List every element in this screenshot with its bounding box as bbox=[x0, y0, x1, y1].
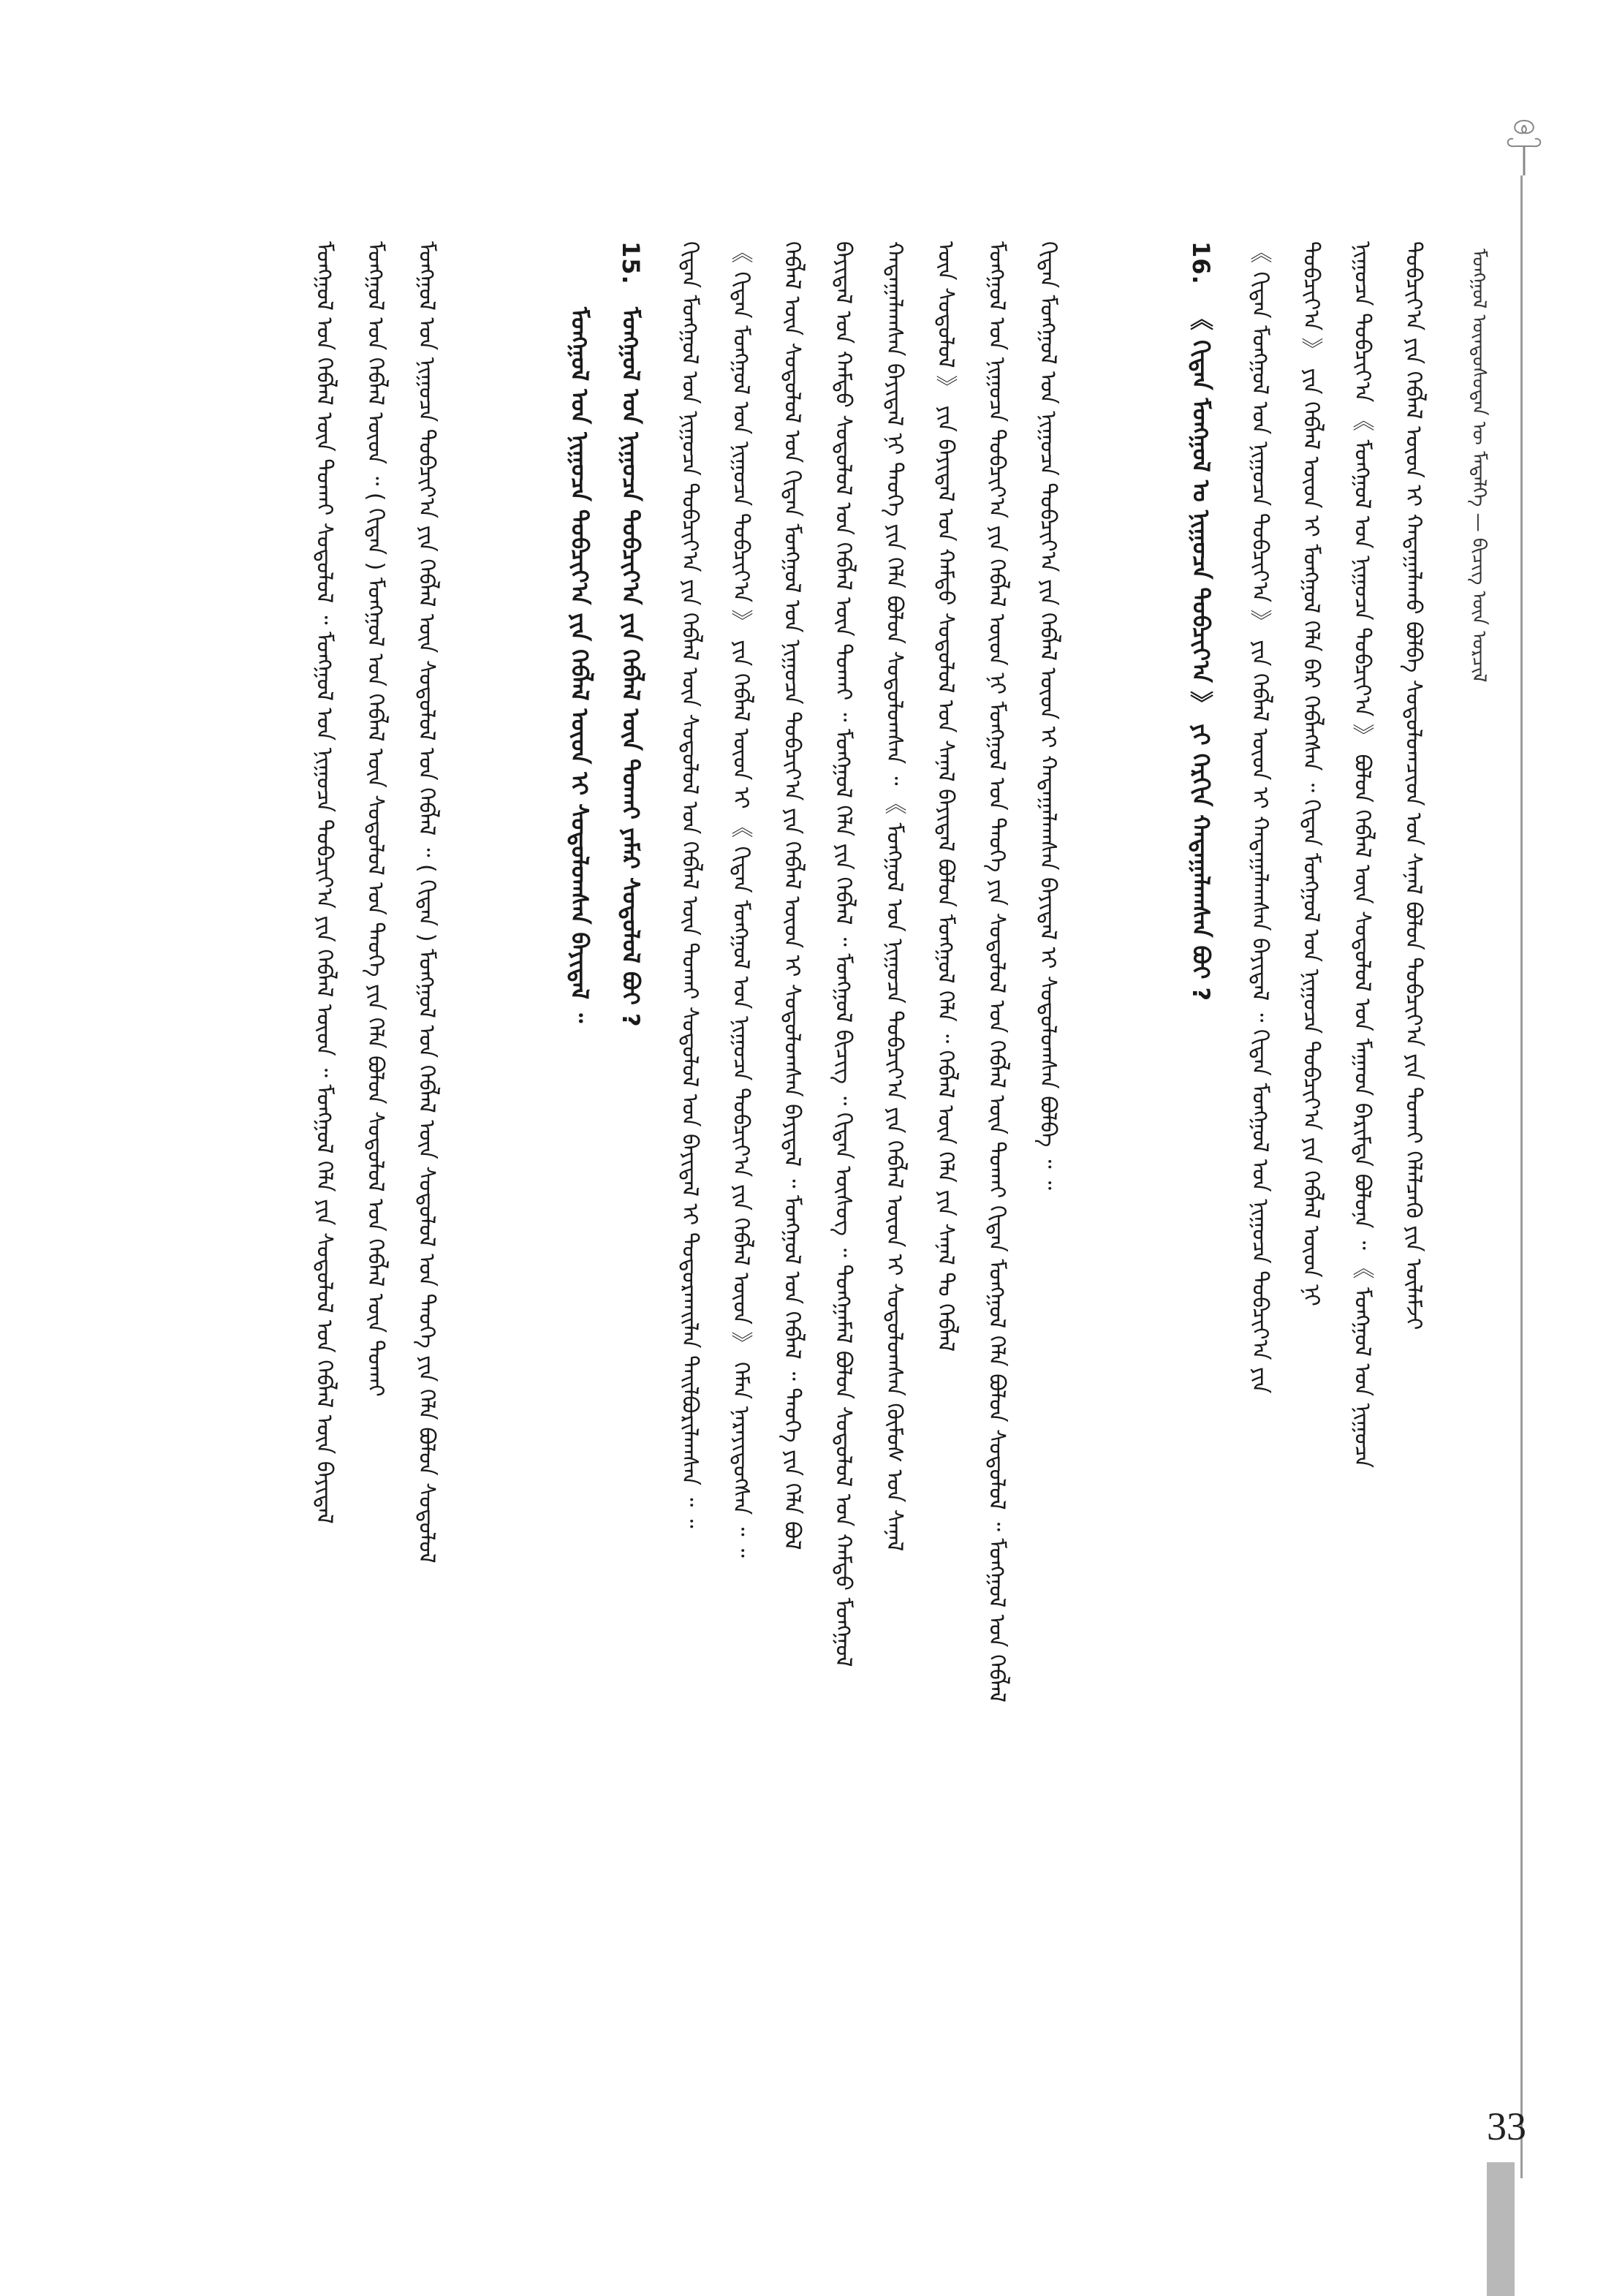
section-heading: ᠮᠣᠩᠭᠣᠯ ᠤᠨ ᠨᠢᠭᠤᠴᠠ ᠲᠣᠪᠴᠢᠶ᠎ᠠ ᠶᠢᠨ ᠬᠡᠪᠯᠡᠯ ᠦᠨ ᠲᠤᠬᠠᠢ ᠶᠠᠮᠠᠷ ᠰᠤᠳᠤᠯᠤᠯ ᠪᠤᠢ ? bbox=[617, 307, 645, 1027]
text-line: ᠲᠣᠪᠴᠢᠶ᠎ᠠ 》 ᠶᠢᠨ ᠬᠡᠪᠯᠡᠯ ᠦᠳ ᠢ ᠮᠣᠩᠭᠣᠯ ᠬᠡᠯᠡ ᠪᠡᠷ ᠬᠡᠪᠯᠡᠭᠰᠡᠨ ᠃ ᠬᠢᠳᠠᠨ ᠮᠣᠩᠭᠣᠯ ᠤᠨ ᠨᠢᠭᠤᠴᠠ ᠲᠣᠪᠴᠢᠶ᠎ᠠ ᠶᠢᠨ ᠬᠡᠪᠯᠡᠯ ᠦᠳ ᠨᠢ bbox=[1298, 241, 1324, 1306]
ornament-icon bbox=[1499, 117, 1550, 178]
heading-number: 16. bbox=[1187, 241, 1215, 285]
running-head: ᠮᠣᠩᠭᠣᠯ ᠦᠨᠳᠦᠰᠦᠲᠡᠨ ᠦ ᠮᠡᠳᠡᠯᠭᠡ — ᠪᠢᠴᠢᠭ᠌ ᠦᠨ ᠣᠷᠴᠢᠯ bbox=[1468, 249, 1490, 683]
text-line: ᠬᠠᠳᠠᠭᠠᠯᠠᠭᠰᠠᠨ ᠪᠠᠶᠢᠳᠠᠯ ᠨᠢ ᠲᠡᠦᠬᠡ ᠶᠢᠨ ᠬᠡᠯᠡ ᠪᠣᠯᠤᠨ ᠰᠤᠳᠤᠯᠤᠭᠰᠠᠨ ᠃ 《 ᠮᠣᠩᠭᠣᠯ ᠤᠨ ᠨᠢᠭᠤᠴᠠ ᠲᠣᠪᠴᠢᠶ᠎ᠠ ᠶᠢᠨ ᠬᠡᠪᠯᠡᠯ ᠦᠳ ᠢ ᠰᠤᠳᠤᠯᠤᠭᠰᠠᠨ ᠬᠦᠮᠦᠰ ᠤᠨ ᠰᠠᠨᠠᠯ bbox=[882, 241, 907, 1552]
section-heading-cont: ᠮᠣᠩᠭᠣᠯ ᠤᠨ ᠨᠢᠭᠤᠴᠠ ᠲᠣᠪᠴᠢᠶ᠎ᠠ ᠶᠢᠨ ᠬᠡᠪᠯᠡᠯ ᠦᠳ ᠢ ᠰᠤᠳᠤᠯᠤᠭᠰᠠᠨ ᠪᠠᠶᠢᠳᠠᠯ ᠃ bbox=[566, 307, 594, 1023]
text-line: ᠮᠣᠩᠭᠣᠯ ᠤᠨ ᠨᠢᠭᠤᠴᠠ ᠲᠣᠪᠴᠢᠶ᠎ᠠ ᠶᠢᠨ ᠬᠡᠪᠯᠡᠯ ᠦᠳ ᠨᠢ ᠮᠣᠩᠭᠣᠯ ᠤᠨ ᠲᠡᠦᠬᠡ ᠶᠢᠨ ᠰᠤᠳᠤᠯᠤᠯ ᠤᠨ ᠬᠡᠪᠯᠡᠯ ᠦᠨ ᠲᠤᠬᠠᠢ ᠬᠢᠳᠠᠨ ᠮᠣᠩᠭᠣᠯ ᠬᠡᠯᠡ ᠪᠣᠯᠤᠨ ᠰᠤᠳᠤᠯᠤᠯ ᠃ ᠮᠣᠩᠭᠣᠯ ᠤᠨ ᠬᠡᠪᠯᠡᠯ bbox=[984, 241, 1009, 1703]
text-line: ᠮᠣᠩᠭᠣᠯ ᠤᠨ ᠨᠢᠭᠤᠴᠠ ᠲᠣᠪᠴᠢᠶ᠎ᠠ ᠶᠢᠨ ᠬᠡᠪᠯᠡᠯ ᠦᠨ ᠰᠤᠳᠤᠯᠤᠯ ᠤᠨ ᠬᠡᠪᠯᠡᠯ ᠃ ( ᠬᠢᠳᠠᠨ ) ᠮᠣᠩᠭᠣᠯ ᠤᠨ ᠬᠡᠪᠯᠡᠯ ᠦᠨ ᠰᠤᠳᠤᠯᠤᠯ ᠤᠨ ᠲᠡᠦᠬᠡ ᠶᠢᠨ ᠬᠡᠯᠡ ᠪᠣᠯᠤᠨ ᠰᠤᠳᠤᠯᠤᠯ bbox=[414, 241, 439, 1564]
text-line: ᠲᠣᠪᠴᠢᠶ᠎ᠠ ᠶᠢᠨ ᠬᠡᠪᠯᠡᠯ ᠦᠳ ᠢ ᠬᠠᠳᠠᠭᠠᠯᠠᠬᠤ ᠪᠣᠯᠪᠠ ᠰᠤᠳᠤᠯᠤᠭᠴᠢᠳ ᠤᠨ ᠰᠠᠨᠠᠯ ᠪᠣᠯᠤᠨ ᠲᠣᠪᠴᠢᠶ᠎ᠠ ᠶᠢᠨ ᠲᠤᠬᠠᠢ ᠬᠡᠯᠡᠯᠴᠡᠬᠦ ᠶᠢᠨ ᠦᠯᠡᠮᠵᠢ bbox=[1401, 241, 1426, 1330]
text-line: ᠦᠨ ᠰᠤᠳᠤᠯᠤᠯ 》 ᠶᠢᠨ ᠪᠠᠶᠢᠳᠠᠯ ᠤᠨ ᠬᠠᠮᠲᠤ ᠰᠤᠳᠤᠯᠤᠯ ᠤᠨ ᠰᠠᠨᠠᠯ ᠪᠠᠶᠢᠳᠠᠯ ᠪᠣᠯᠤᠨ ᠮᠣᠩᠭᠣᠯ ᠬᠡᠯᠡ ᠃ ᠬᠡᠪᠯᠡᠯ ᠦᠨ ᠬᠡᠯᠡ ᠶᠢᠨ ᠰᠠᠨᠠᠯ ᠲᠤ ᠬᠡᠪᠯᠡᠯ bbox=[933, 241, 958, 1352]
text-line: ᠪᠠᠶᠢᠳᠠᠯ ᠤᠨ ᠬᠠᠮᠲᠤ ᠰᠤᠳᠤᠯᠤᠯ ᠤᠨ ᠬᠡᠪᠯᠡᠯ ᠦᠨ ᠲᠤᠬᠠᠢ ᠃ ᠮᠣᠩᠭᠣᠯ ᠬᠡᠯᠡ ᠶᠢᠨ ᠬᠡᠪᠯᠡᠯ ᠃ ᠮᠣᠩᠭᠣᠯ ᠪᠢᠴᠢᠭ ᠃ ᠬᠢᠳᠠᠨ ᠦᠰᠦᠭ ᠃ ᠲᠤᠩᠭᠠᠮᠠᠯ ᠪᠣᠯᠤᠨ ᠰᠤᠳᠤᠯᠤᠯ ᠤᠨ ᠬᠠᠮᠲᠤ ᠮᠣᠩᠭᠣᠯ bbox=[830, 241, 856, 1667]
section-heading: 《 ᠬᠢᠳᠠᠨ ᠮᠣᠩᠭᠣᠯ ᠤ ᠨᠢᠭᠤᠴᠠ ᠲᠣᠪᠴᠢᠶ᠎ᠠ 》 ᠶᠢ ᠬᠡᠷᠬᠢᠨ ᠬᠠᠳᠠᠭᠠᠯᠠᠭᠰᠠᠨ ᠪᠣᠢ ? bbox=[1187, 307, 1215, 1001]
text-line: ᠬᠡᠪᠯᠡᠯ ᠦᠨ ᠰᠤᠳᠤᠯᠤᠯ ᠤᠨ ᠬᠢᠳᠠᠨ ᠮᠣᠩᠭᠣᠯ ᠤᠨ ᠨᠢᠭᠤᠴᠠ ᠲᠣᠪᠴᠢᠶ᠎ᠠ ᠶᠢᠨ ᠬᠡᠪᠯᠡᠯ ᠦᠳ ᠢ ᠰᠤᠳᠤᠯᠤᠭᠰᠠᠨ ᠪᠠᠶᠢᠳᠠᠯ ᠃ ᠮᠣᠩᠭᠣᠯ ᠤᠨ ᠬᠡᠪᠯᠡᠯ ᠃ ᠲᠡᠦᠬᠡ ᠶᠢᠨ ᠬᠡᠯᠡ ᠪᠣᠯ bbox=[779, 241, 805, 1550]
text-line: ᠬᠢᠳᠠᠨ ᠮᠣᠩᠭᠣᠯ ᠤᠨ ᠨᠢᠭᠤᠴᠠ ᠲᠣᠪᠴᠢᠶ᠎ᠠ ᠶᠢᠨ ᠬᠡᠪᠯᠡᠯ ᠦᠳ ᠢ ᠬᠠᠳᠠᠭᠠᠯᠠᠭᠰᠠᠨ ᠪᠠᠶᠢᠳᠠᠯ ᠢ ᠰᠤᠳᠤᠯᠤᠭᠰᠠᠨ ᠪᠣᠯᠪᠠ ᠃ ᠃ bbox=[1035, 241, 1061, 1190]
text-line: ᠨᠢᠭᠤᠴᠠ ᠲᠣᠪᠴᠢᠶ᠎ᠠ 《 ᠮᠣᠩᠭᠣᠯ ᠤᠨ ᠨᠢᠭᠤᠴᠠ ᠲᠣᠪᠴᠢᠶ᠎ᠠ 》 ᠪᠣᠯᠤᠨ ᠬᠡᠪᠯᠡᠯ ᠦᠨ ᠰᠤᠳᠤᠯᠤᠯ ᠤᠨ ᠮᠠᠭᠠᠳ ᠪᠠᠷᠢᠮᠲᠠ ᠪᠣᠯᠤᠨᠠ ᠃ 《 ᠮᠣᠩᠭᠣᠯ ᠤᠨ ᠨᠢᠭᠤᠴᠠ bbox=[1349, 241, 1375, 1469]
page-edge-tab bbox=[1487, 2162, 1515, 2296]
text-line: 《 ᠬᠢᠳᠠᠨ ᠮᠣᠩᠭᠣᠯ ᠤᠨ ᠨᠢᠭᠤᠴᠠ ᠲᠣᠪᠴᠢᠶ᠎ᠠ 》 ᠶᠢᠨ ᠬᠡᠪᠯᠡᠯ ᠦᠳ ᠢ 《 ᠬᠢᠳᠠᠨ ᠮᠣᠩᠭᠣᠯ ᠤᠨ ᠨᠢᠭᠤᠴᠠ ᠲᠣᠪᠴᠢᠶ᠎ᠠ ᠶᠢᠨ ᠬᠡᠪᠯᠡᠯ ᠦᠳ 》 ᠬᠡᠮᠡᠨ ᠨᠡᠷᠡᠶᠢᠳᠦᠭᠰᠡᠨ ᠃ ᠃ bbox=[728, 241, 754, 1558]
text-line: ᠮᠣᠩᠭᠣᠯ ᠤᠨ ᠬᠡᠪᠯᠡᠯ ᠦᠨ ᠲᠤᠬᠠᠢ ᠰᠤᠳᠤᠯᠤᠯ ᠃ ᠮᠣᠩᠭᠣᠯ ᠤᠨ ᠨᠢᠭᠤᠴᠠ ᠲᠣᠪᠴᠢᠶ᠎ᠠ ᠶᠢᠨ ᠬᠡᠪᠯᠡᠯ ᠦᠳ ᠃ ᠮᠣᠩᠭᠣᠯ ᠬᠡᠯᠡ ᠶᠢᠨ ᠰᠤᠳᠤᠯᠤᠯ ᠤᠨ ᠬᠡᠪᠯᠡᠯ ᠦᠨ ᠪᠠᠶᠢᠳᠠᠯ bbox=[311, 241, 337, 1524]
text-line: ᠮᠣᠩᠭᠣᠯ ᠤᠨ ᠬᠡᠪᠯᠡᠯ ᠦᠳ ᠃ ( ᠬᠢᠳᠠᠨ ) ᠮᠣᠩᠭᠣᠯ ᠤᠨ ᠬᠡᠪᠯᠡᠯ ᠦᠨ ᠰᠤᠳᠤᠯᠤᠯ ᠤᠨ ᠲᠡᠦᠬᠡ ᠶᠢᠨ ᠬᠡᠯᠡ ᠪᠣᠯᠤᠨ ᠰᠤᠳᠤᠯᠤᠯ ᠤᠨ ᠬᠡᠪᠯᠡᠯ ᠦᠨ ᠲᠤᠬᠠᠢ bbox=[363, 241, 388, 1397]
page-number: 33 bbox=[1487, 2104, 1526, 2148]
heading-number: 15. bbox=[617, 241, 645, 285]
header-rule bbox=[1520, 175, 1523, 2178]
text-line: 《 ᠬᠢᠳᠠᠨ ᠮᠣᠩᠭᠣᠯ ᠤᠨ ᠨᠢᠭᠤᠴᠠ ᠲᠣᠪᠴᠢᠶ᠎ᠠ 》 ᠶᠢᠨ ᠬᠡᠪᠯᠡᠯ ᠦᠳ ᠢ ᠬᠠᠳᠠᠭᠠᠯᠠᠭᠰᠠᠨ ᠪᠠᠶᠢᠳᠠᠯ ᠃ ᠬᠢᠳᠠᠨ ᠮᠣᠩᠭᠣᠯ ᠤᠨ ᠨᠢᠭᠤᠴᠠ ᠲᠣᠪᠴᠢᠶ᠎ᠠ ᠶᠢᠨ bbox=[1247, 241, 1273, 1394]
text-line: ᠬᠢᠳᠠᠨ ᠮᠣᠩᠭᠣᠯ ᠤᠨ ᠨᠢᠭᠤᠴᠠ ᠲᠣᠪᠴᠢᠶ᠎ᠠ ᠶᠢᠨ ᠬᠡᠪᠯᠡᠯ ᠦᠨ ᠰᠤᠳᠤᠯᠤᠯ ᠤᠨ ᠬᠡᠪᠯᠡᠯ ᠦᠨ ᠲᠤᠬᠠᠢ ᠰᠤᠳᠤᠯᠤᠯ ᠤᠨ ᠪᠠᠶᠢᠳᠠᠯ ᠢ ᠲᠣᠳᠣᠷᠬᠠᠢᠯᠠᠨ ᠲᠠᠢᠯᠪᠤᠷᠢᠯᠠᠭᠰᠠᠨ ᠃ ᠃ bbox=[677, 241, 702, 1528]
